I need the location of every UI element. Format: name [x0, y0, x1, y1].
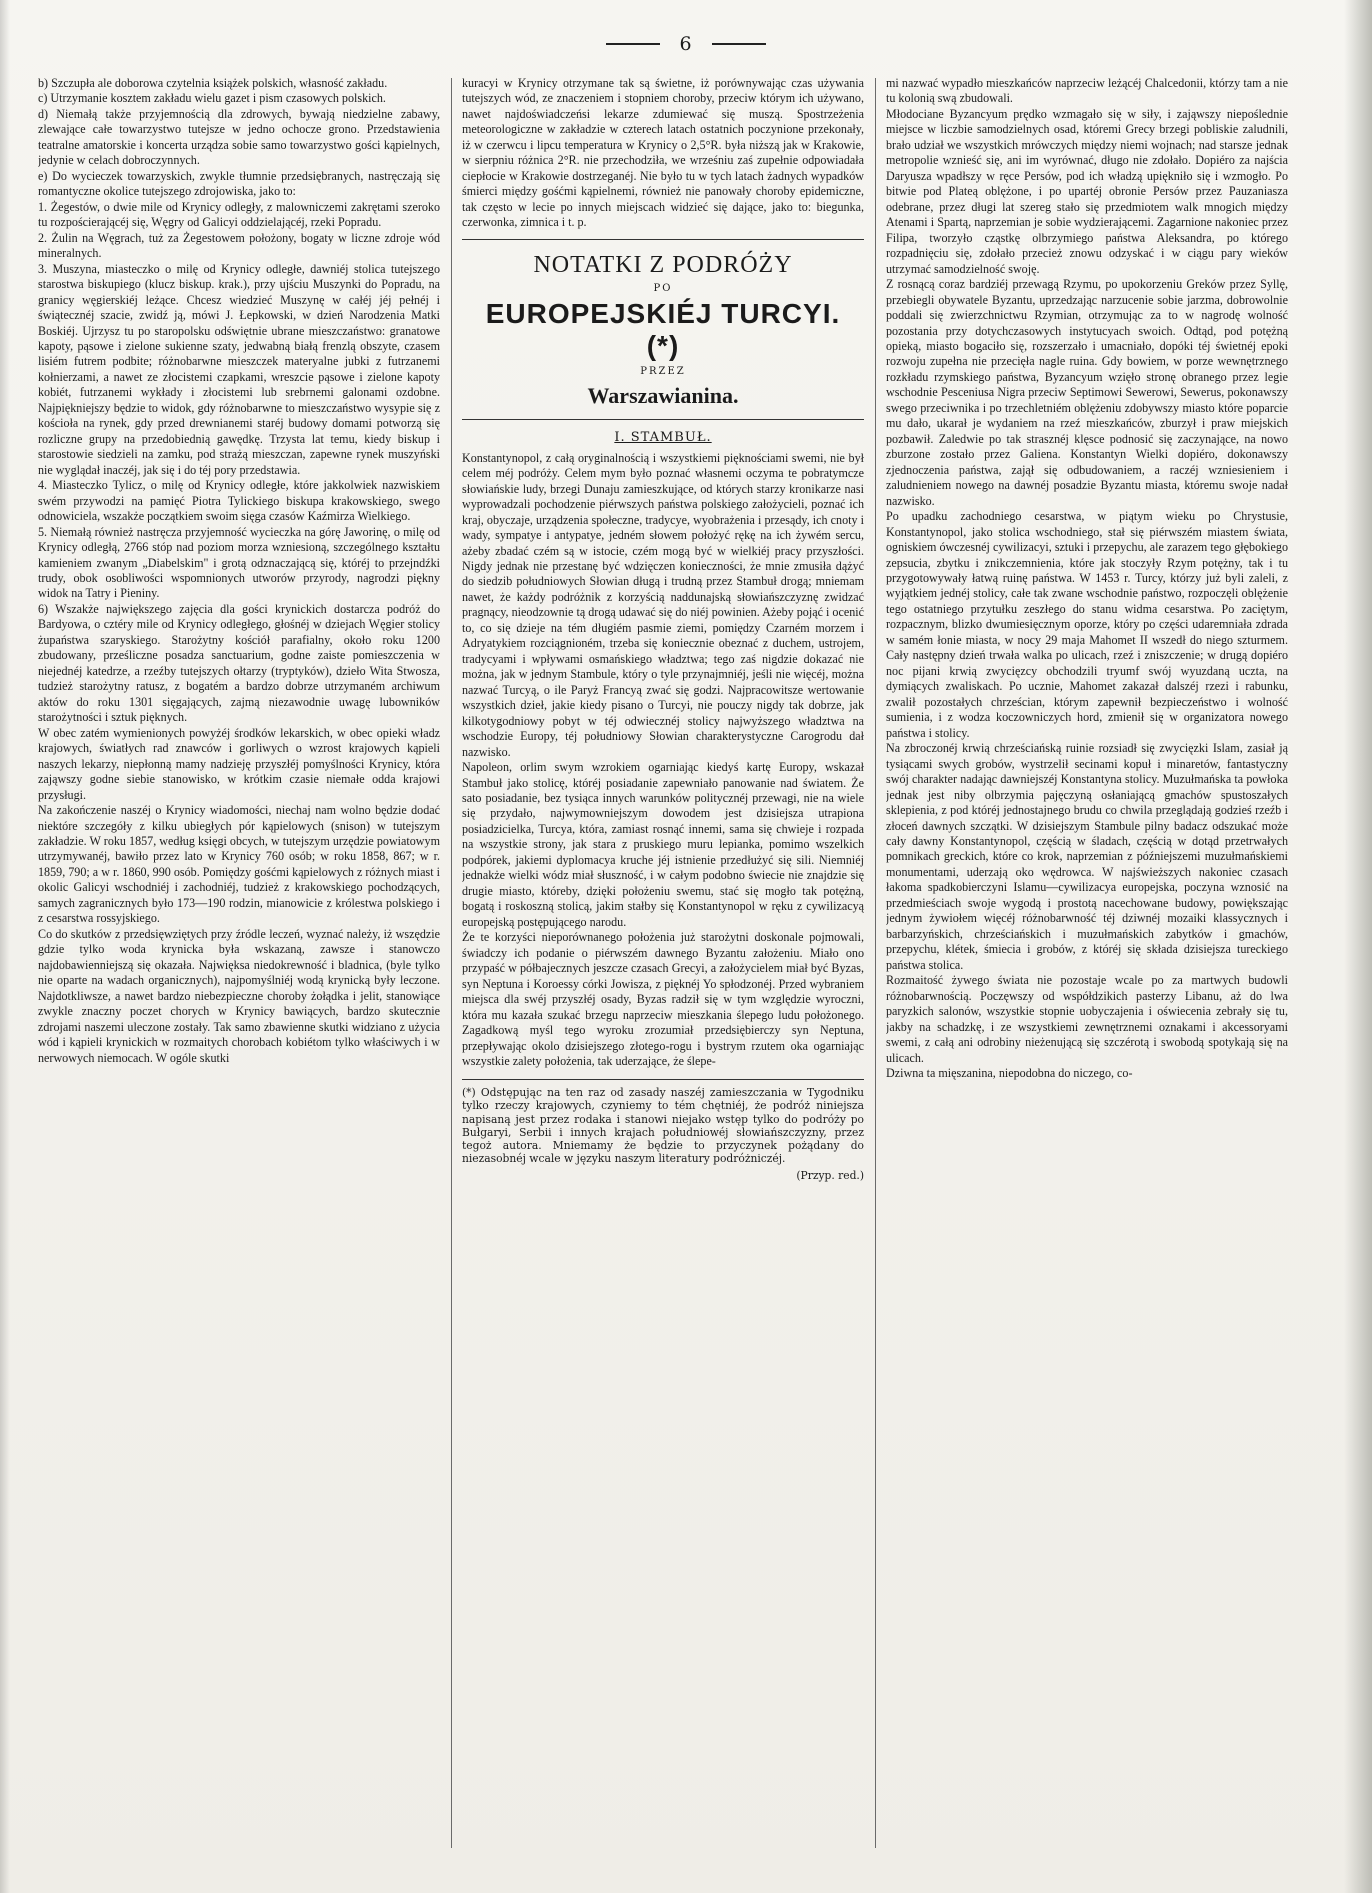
article-author: Warszawianina. [587, 382, 739, 408]
page-number: 6 [679, 33, 693, 55]
columns [38, 76, 1288, 1852]
column-1 [38, 76, 440, 1852]
article-title-line-3: EUROPEJSKIÉJ TURCYI. (*) [485, 297, 841, 361]
footnote-source: (Przyp. red.) [796, 1168, 864, 1182]
column-3-text: mi nazwać wypadło mieszkańców naprzeciw leżącéj Chalcedonii, którzy tam a nie tu kolonią swą zbudowali. Młodociane Byzancyum prędko wzmagało się w siły, i zająwszy niepoślednie miejsce w liczbie samodzielnych osad, któremi Grecy brzegi pobliskie zaludnili, brało udział we wszystkich mrówczych między niemi wojnach; nad starsze jednak metropolie wznieść się, ani im wyrównać, długo nie zdołało. Dopiéro za najścia Daryusza wpadłszy w ręce Persów, pod ich władzą upiękniło się i wzmogło. Po bitwie pod Plateą oblężone, i po upartéj obronie Persów przez Pauzaniasza odebrane, przez długi lat szereg stało się przedmiotem walk mnogich między Atenami i Spartą, naprzemian je sobie wydzierającemi. Zagarnione nakoniec przez Filipa, tworzyło cząstkę olbrzymiego państwa Aleksandra, po którego rozpadnięciu się, zdołało przecież znowu odzyskać i w ciągu pary wieków utrzymać samodzielność swoję. Z rosnącą coraz bardziéj przewagą Rzymu, po upokorzeniu Greków przez Syllę, przebiegli obywatele Byzantu, uprzedzając narzucenie sobie jarzma, dobrowolnie poddali się zwierzchnictwu Rzymian, otrzymując za to w nagrodę wolność pozostania przy dotychczasowych instytucyach swoich. Odtąd, pod potężną opieką, miasto bogaciło się, rozszerzało i umacniało, dopóki téj świetnéj epoki rozwoju zupełna nie przecięła nagle ruina. Gdy bowiem, w porze wewnętrznego rozkładu rzymskiego państwa, Byzancyum wzięło stronę obranego przez legie wschodnie Pesceniusa Nigra przeciw Septimowi Sewerowi, Sewerus, pokonawszy swego przeciwnika i po trzechletniém oblężeniu zdobywszy miasto które poparcie mu dało, ukarał je wydaniem na rzeź mieszkańców, zburzył i praw miejskich pozbawił. Zaledwie po tak strasznéj klęsce podnosić się zaczynające, na nowo zburzone zostało przez Galiena. Konstantyn Wielki dopiéro, dokonawszy zjednoczenia państwa, zajął się odbudowaniem, a raczéj wzniesieniem i zaludnieniem nowego na dawnéj posadzie Byzantu miasta, któremu swoje nadał nazwisko. Po upadku zachodniego cesarstwa, w piątym wieku po Chrystusie, Konstantynopol, jako stolica wschodniego, stał się piérwszém miastem świata, ogniskiem ówczesnéj cywilizacyi, sztuki i przepychu, ale zarazem tego głębokiego zepsucia, zbytku i znikczemnienia, które jak stoczyły Rzym potężny, tak i tu przygotowywały łatwą ruinę państwa. W 1453 r. Turcy, którzy już byli zaleli, z wyjątkiem jednéj stolicy, całe tak zwane wschodnie państwo, rozpoczęli oblężenie tego ostatniego przytułku zeszłego do stanu widma cesarstwa. Po zaciętym, rozpacznym, blizko dwumiesięcznym oporze, który po części udaremniała zdrada w samém łonie miasta, w nocy 29 maja Mahomet II wszedł do niego szturmem. Cały następny dzień trwała walka po ulicach, rzeź i zniszczenie; w drugą dopiéro noc pijani krwią zwycięzcy obchodzili tryumf swój wyuzdaną uczta, na dymiących zwaliskach. Po ucznie, Mahomet zakazał dalszéj rzezi i rabunku, zwalił pozostałych chrześcian, którym zapewnił bezpieczeństwo i wolność sumienia, i z wodza koczowniczych hord, zmienił się w organizatora nowego państwa i stolicy. Na zbroczonéj krwią chrześciańską ruinie rozsiadł się zwycięzki Islam, zasiał ją tysiącami swych grobów, wystrzelił secinami kopuł i minaretów, fantastyczny swój charakter nadając dawniejszéj Konstantyna stolicy. Muzułmańska ta powłoka jednak jest niby olbrzymia pajęczyną osłaniającą gmachów spustoszałych sklepienia, z pod któréj jednostajnego brudu co chwila przeglądają godzieś rzeźb i złoceń dawnych szczątki. W dzisiejszym Stambule pilny badacz odszukać może cały dawny Konstantynopol, częścią w śladach, częścią w dotąd przetrwałych pomnikach greckich, które co krok, naprzemian z późniejszemi muzułmańskiemi monumentami, uderzają oko wędrowca. W najświeższych nakoniec czasach łakoma spadkobierczyni Islamu—cywilizacya europejska, poczyna wznosić na przedmieściach swoje wygodą i prostotą nacechowane budowy, powiększając jednym żywiołem więcéj różnobarwność téj dziwnéj mozaiki klassycznych i barbarzyńskich, chrześciańskich i muzułmańskich zabytków i gmachów, przepychu, klétek, śmiecia i grobów, z któréj się składa dzisiejsza tureckiego państwa stolica. Rozmaitość żywego świata nie pozostaje wcale po za martwych budowli różnobarwnością. Poczęwszy od współdzikich pasterzy Libanu, aż do lwa paryzkich salonów, wszystkie stopnie uobyczajenia i oświecenia zebrały się tu, jakby na schadzkę, i ze wszystkiemi zewnętrznemi oznakami i akcessoryami swemi, z całą ani odrobiny nieżenującą się szczérotą i swobodą spotykają się na ulicach. Dziwna ta mięszanina, niepodobna do niczego, co- [886, 76, 1288, 1080]
column-3 [886, 76, 1288, 1852]
article-title-line-2: PO [653, 282, 673, 294]
header-dash-left [606, 43, 660, 45]
column-1-text: b) Szczupła ale doborowa czytelnia książek polskich, własność zakładu. c) Utrzymanie kosztem zakładu wielu gazet i pism czasowych polskich. d) Niemałą także przyjemnością dla zdrowych, bywają niedzielne zabawy, zlewające całe towarzystwo tutejsze w jedno ochocze grono. Przedstawienia teatralne amatorskie i koncerta urządza sobie samo towarzystwo gości kąpielnych, jedynie w celach dobroczynnych. e) Do wycieczek towarzyskich, zwykle tłumnie przedsiębranych, nastręczają się romantyczne okolice tutejszego zdrojowiska, jako to: 1. Żegestów, o dwie mile od Krynicy odległy, z malowniczemi zakrętami szeroko tu rozpościerającéj się, Węgry od Galicyi oddzielającéj, rzeki Popradu. 2. Żulin na Węgrach, tuż za Żegestowem położony, bogaty w liczne zdroje wód mineralnych. 3. Muszyna, miasteczko o milę od Krynicy odległe, dawniéj stolica tutejszego starostwa biskupiego (klucz biskup. krak.), przy ujściu Muszynki do Popradu, na granicy węgierskiéj leżące. Chcesz wiedzieć Muszynę w całéj jéj pełnéj i świątecznéj szacie, zwidź ją, mówi J. Łepkowski, w dzień Narodzenia Matki Boskiéj. Ujrzysz tu po staropolsku odświętnie ubrane mieszczaństwo: granatowe kapoty, pąsowe i zielone sukienne szaty, jedwabną białą frenzlą obszyte, czasem lisiém futrem podbite; różnobarwne mieszczek materyalne jubki z futrzanemi kołnierzami, a nawet ze złocistemi czapkami, wreszcie pąsowe i zielone kapoty kobiét, futrzanemi wykłady i złocistemi lub srebrnemi galonami ozdobne. Najpiękniejszy będzie to widok, gdy różnobarwne to mieszczaństwo wysypie się z kościoła na rynek, gdy przed drewnianemi staréj budowy domami potworzą się rozliczne grupy na przedobiednią gawędkę. Trzysta lat temu, kiedy biskup i starostowie siedzieli na zamku, pod strażą mieszczan, zapewne rynek muszyński nie wyglądał inaczéj, jak się i do téj pory przedstawia. 4. Miasteczko Tylicz, o milę od Krynicy odległe, które jakkolwiek nazwiskiem swém przywodzi na pamięć Piotra Tylickiego biskupa krakowskiego, swego odnowiciela, wszakże początkiem swoim sięga czasów Kaźmirza Wielkiego. 5. Niemałą również nastręcza przyjemność wycieczka na górę Jaworinę, o milę od Krynicy odległą, 2766 stóp nad poziom morza wzniesioną, szczególnego kształtu kamieniem zwanym „Diabelskim" i grotą odznaczającą się, któréj to przejndźki trudy, obok osobliwości wspomnionych utworów przyrody, nagrodzi piękny widok na Tatry i Pieniny. 6) Wszakże największego zajęcia dla gości krynickich dostarcza podróż do Bardyowa, o cztéry mile od Krynicy odległego, głośnéj w dziejach Węgier stolicy żupaństwa szaryskiego. Starożytny kościół parafialny, około roku 1200 zbudowany, prześliczne posadza sanctuarium, godne zaiste pomieszczenia w niejednéj katedrze, a rzeźby tutejszych ołtarzy (tryptyków), dzieło Wita Stwosza, tudzież starożytny ratusz, z bogatém a bardzo dobrze utrzymaném archiwum aktów do roku 1301 sięgających, zajmą niezawodnie uwagę lubowników starożytności i sztuk pięknych. W obec zatém wymienionych powyżéj środków lekarskich, w obec opieki władz krajowych, światłych rad znawców i gorliwych o wzrost krajowych kąpieli naszych lekarzy, niepłonną mamy nadzieję przyszłéj pomyślności Krynicy, która zająwszy godne siebie stanowisko, w krótkim czasie niemałe odda krajowi przysługi. Na zakończenie naszéj o Krynicy wiadomości, niechaj nam wolno będzie dodać niektóre szczegóły z kilku ubiegłych pór kąpielowych (snison) w tutejszym zakładzie. W roku 1857, według księgi obcych, w tutejszym urzędzie powiatowym utrzymywanéj, bawiło przez lato w Krynicy 760 osób; w roku 1858, 867; w r. 1859, 790; a w r. 1860, 990 osób. Pomiędzy gośćmi kąpielowych z różnych miast i okolic Galicyi wschodniéj i zachodniéj, tudzież z krakowskiego pochodzących, samych zagranicznych było 173—190 rodzin, mianowicie z królestwa polskiego i z cesarstwa rossyjskiego. Co do skutków z przedsięwziętych przy źródle leczeń, wyznać należy, iż wszędzie gdzie tylko woda krynicka była wskazaną, zawsze i stanowczo najdobawienniejszą się okazała. Najwięksa niedokrewność i bladnica, (byle tylko nie oparte na wadach organicznych), najpomyślniéj wodą krynicką były leczone. Najdotkliwsze, a nawet bardzo niebezpieczne choroby żołądka i jelit, stanowiące zwykle znaczny poczet chorych w Krynicy bawiących, bardzo skutecznie zdrojami naszemi uleczone zostały. Tak samo zbawienne skutki widziano z użycia wód i kąpieli krynickich w rozmaitych chorobach kobiétom tylko właściwych i w nerwowych niemocach. W ogóle skutki [38, 76, 440, 1065]
page-edge-shadow [0, 0, 10, 1893]
section-heading: I. STAMBUŁ. [614, 429, 712, 445]
article-title-block [462, 239, 864, 420]
footnote: (*) Odstępując na ten raz od zasady naszéj zamieszczania w Tygodniku tylko rzeczy krajowych, czyniemy to tém chętniéj, że podróż niniejsza napisaną jest przez rodaka i stanowi niejako wstęp tylko do podróży po Bułgaryi, Serbii i innych krajach południowéj słowiańszczyzny, przez tegoż autora. Mniemamy że będzie to przyczynek pożądany do niezasobnéj wcale w języku naszym literatury podróżniczéj. [462, 1079, 864, 1164]
page-header [0, 32, 1372, 55]
header-dash-right [712, 43, 766, 45]
column-2-top-text: kuracyi w Krynicy otrzymane tak są świetne, iż porównywając czas używania tutejszych wód, ze znaczeniem i stopniem choroby, przeciw którym ich używano, nawet najdoświadczeńsi lekarze zdumiewać się muszą. Spostrzeżenia meteorologiczne w zakładzie w czterech latach ostatnich poczynione przekonały, iż w czerwcu i lipcu temperatura w Krynicy o 2,5°R. była niższą jak w Krakowie, w sierpniu różnica 2°R. nie przechodziła, we wrześniu zaś zupełnie odpowiadała ciepłocie w Krakowie dostrzeganéj. Nie było tu w tych latach żadnych wypadków śmierci między gośćmi kąpielnemi, również nie panowały choroby epidemiczne, tak często w lecie po innych miejscach widzieć się dające, jako to: biegunka, czerwonka, zimnica i t. p. [462, 76, 864, 230]
article-title-line-4: PRZEZ [640, 365, 686, 377]
column-divider-2 [875, 78, 876, 1848]
article-text: Konstantynopol, z całą oryginalnością i wszystkiemi pięknościami swemi, nie był celem méj podróży. Celem mym było poznać własnemi oczyma te pobratymcze słowiańskie ludy, brzegi Dunaju zamieszkujące, od których starzy kronikarze nasi wyprowadzali pochodzenie piérwszych państwa polskiego założycieli, poznać ich kraj, obyczaje, urządzenia społeczne, tradycye, wyobrażenia i przesądy, ich cnoty i wady, sympatye i antypatye, jedném słowem położyć rękę na ich żywém sercu, ażeby zbadać czém są w istocie, czém mogą być w wielkiéj pracy przyszłości. Nigdy jednak nie przestanę być wdzięczen konieczności, że mnie zmusiła dążyć do siedzib południowych Słowian długą i trudną przez Stambuł drogą; mniemam nawet, że każdy podróżnik z korzyścią naddunajską słowiańszczyznę zwidzać pragnący, nieodzownie tą drogą udawać się do niéj powinien. Ażeby pojąć i ocenić to, co się dzieje na tém długiém pasmie ziemi, pomiędzy Czarném morzem i Adryatykiem rozciągnioném, trzeba się koniecznie obeznać z duchem, ustrojem, tradycyami i wpływami osmańskiego władztwa; tego zaś nigdzie dokazać nie można, jak w jednym Stambule, który o tyle przynajmniéj, jeśli nie więcéj, można nazwać Turcyą, o ile Paryż Francyą zwać się godzi. Najpracowitsze wertowanie wszystkich dzieł, jakie kiedy pisano o Turcyi, nie pouczy nigdy tak dobrze, jak kilkotygodniowy pobyt w téj odwiecznéj stolicy najwyższego władztwa na wschodzie Europy, téj południowy Słowian charakterystyczne Carogrodu dał nazwisko. Napoleon, orlim swym wzrokiem ogarniając kiedyś kartę Europy, wskazał Stambuł jako stolicę, któréj posiadanie zapewniało panowanie nad światem. Że sato posiadanie, bez tysiąca innych warunków politycznéj przewagi, nie na wiele się przydało, najwymowniejszym dowodem jest dzisiejsza utrapiona posiadzicielka, Turcya, która, zamiast rosnąć innemi, sama się chwieje i rozpada na wszystkie strony, jak stara z pruskiego muru lepianka, pomimo wszelkich podpórek, jakiemi dyplomacya kruche jéj istnienie przedłużyć się sili. Niemniéj jednakże wielki wódz miał słuszność, i w całym podobno świecie nie znajdzie się drugie miasto, któreby, dzięki położeniu swemu, stać się mogło tak potężną, bogatą i roskoszną stolicą, jakim stałby się Konstantynopol w ręku z cywilizacyą europejską postępującego narodu. Że te korzyści nieporównanego położenia już starożytni doskonale pojmowali, świadczy ich podanie o piérwszém dawnego Byzantu założeniu. Miało ono przypaść w półbajecznych jeszcze czasach Grecyi, a założycielem miał być Byzas, syn Neptuna i Koroessy córki Jowisza, z pięknéj Yo spłodzonéj. Przed wybraniem miejsca dla swéj przyszłéj osady, Byzas radził się w tym względzie wyroczni, która mu kazała szukać brzegu naprzeciw mieszkania ślepego ludu położonego. Zagadkową myśl tego wyroku zrozumiał przedsiębierczy syn Neptuna, przepływając okolo dzisiejszego złotego-rogu i bystrym rzutem oka ogarniając wszystkie zalety położenia, tak uderzające, że ślepe- [462, 450, 864, 1068]
column-divider-1 [451, 78, 452, 1848]
page-edge-binding [1344, 0, 1372, 1893]
article-title-line-1: NOTATKI Z PODRÓŻY [533, 251, 793, 278]
column-2 [462, 76, 864, 1852]
